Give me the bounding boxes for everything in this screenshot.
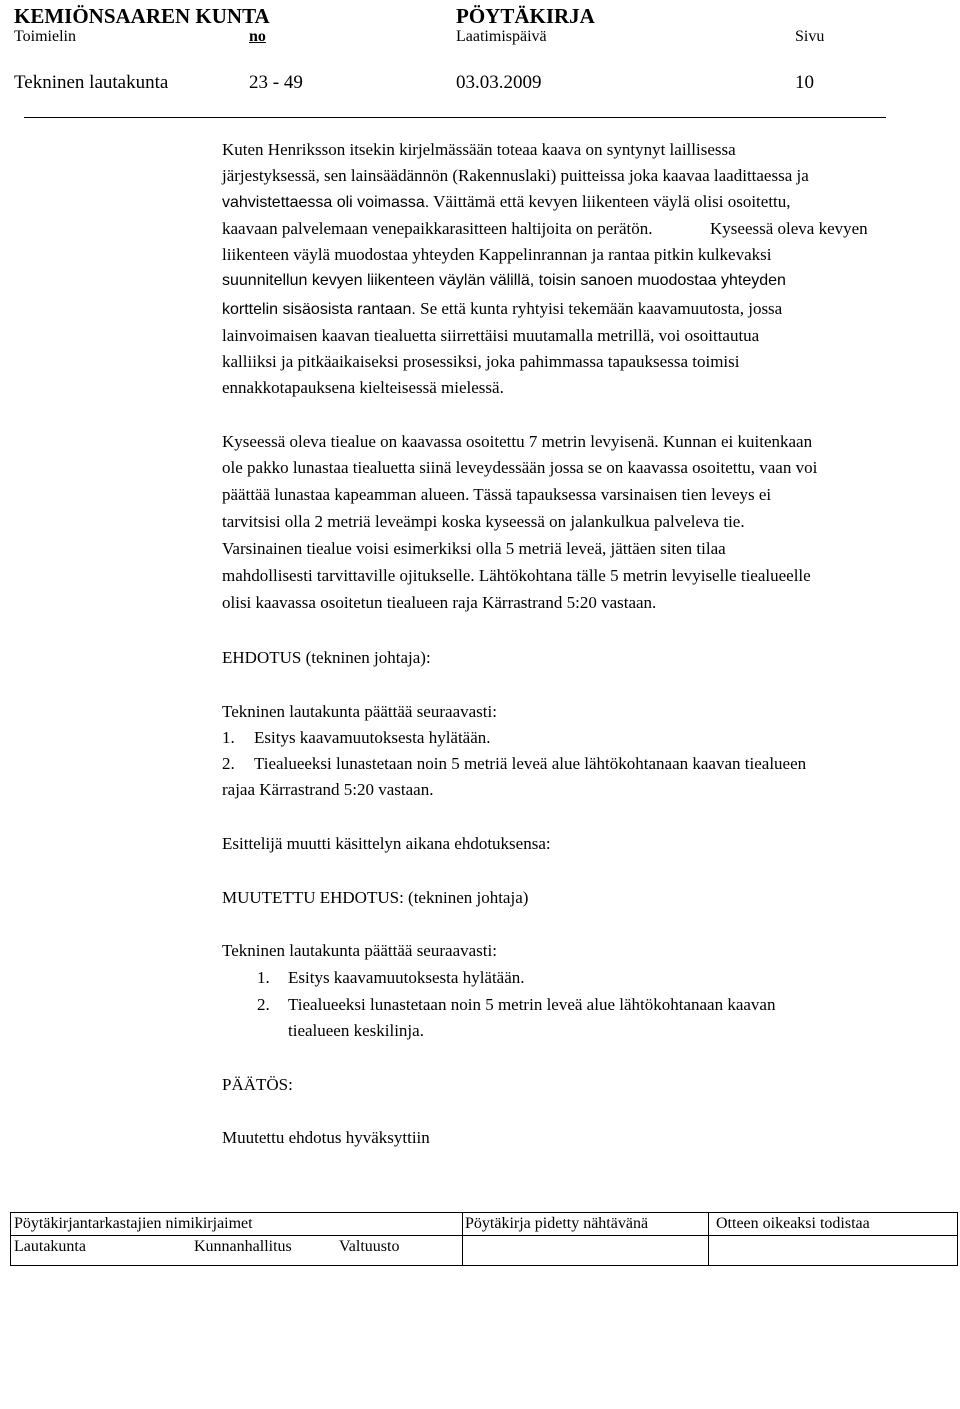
p1-segment: Väittämä että kevyen liikenteen väylä olisi osoitettu, [433, 192, 791, 211]
decision-heading: PÄÄTÖS: [222, 1075, 293, 1094]
decision-intro: Tekninen lautakunta päättää seuraavasti: [222, 702, 497, 721]
footer-council-label: Valtuusto [339, 1238, 400, 1255]
p1-line: Kuten Henriksson itsekin kirjelmässään toteaa kaava on syntynyt laillisessa [222, 140, 736, 159]
proposal-item-text: Esitys kaavamuutoksesta hylätään. [254, 728, 491, 747]
section-numbers: 23 - 49 [249, 72, 303, 93]
p2-line: Varsinainen tiealue voisi esimerkiksi olla 5 metriä leveä, jättäen siten tilaa [222, 539, 726, 558]
p1-line [710, 219, 868, 239]
footer-displayed-label: Pöytäkirja pidetty nähtävänä [465, 1215, 649, 1232]
page-number: 10 [795, 72, 814, 93]
amended-item-number: 2. [257, 995, 270, 1014]
p1-line: liikenteen väylä muodostaa yhteyden Kappelinrannan ja rantaa pitkin kulkevaksi [222, 245, 772, 264]
p1-line: ennakkotapauksena kielteisessä mielessä. [222, 378, 504, 397]
amended-item-number: 1. [257, 968, 270, 987]
proposal-item-number: 2. [222, 754, 235, 773]
footer-signatures-label: Pöytäkirjantarkastajien nimikirjaimet [14, 1215, 253, 1232]
amended-item-text: Esitys kaavamuutoksesta hylätään. [288, 968, 525, 987]
footer-certified-label: Otteen oikeaksi todistaa [716, 1215, 870, 1232]
p2-line: päättää lunastaa kapeamman alueen. Tässä tapauksessa varsinaisen tien leveys ei [222, 485, 772, 504]
footer-row-divider [11, 1235, 957, 1236]
p1-segment: Se että kunta ryhtyisi tekemään kaavamuutosta, jossa [420, 299, 783, 318]
label-no: no [249, 28, 266, 45]
p1-segment: korttelin sisäosista rantaan. [222, 301, 416, 318]
p1-line: järjestyksessä, sen lainsäädännön (Rakennuslaki) puitteissa joka kaavaa laadittaessa ja [222, 166, 809, 185]
amended-proposal-heading: MUUTETTU EHDOTUS: (tekninen johtaja) [222, 888, 529, 907]
proposal-item-continuation: rajaa Kärrastrand 5:20 vastaan. [222, 780, 434, 799]
header-rule [24, 117, 886, 118]
meeting-date: 03.03.2009 [456, 72, 542, 93]
p1-segment: vahvistettaessa oli voimassa. [222, 194, 430, 211]
p2-line: mahdollisesti tarvittaville ojitukselle. Lähtökohtana tälle 5 metrin levyiselle tiealueelle [222, 566, 811, 585]
label-body: Toimielin [14, 28, 76, 45]
footer-board-label: Lautakunta [14, 1238, 86, 1255]
meeting-body: Tekninen lautakunta [14, 72, 169, 93]
proposal-heading: EHDOTUS (tekninen johtaja): [222, 648, 431, 667]
p2-line: ole pakko lunastaa tiealuetta siinä leveydessään jossa se on kaavassa osoitettu, vaan voi [222, 458, 818, 477]
p1-line: kaavaan palvelemaan venepaikkarasitteen haltijoita on perätön. [222, 219, 653, 238]
p2-line: Kyseessä oleva tiealue on kaavassa osoitettu 7 metrin levyisenä. Kunnan ei kuitenkaan [222, 432, 813, 451]
p1-line: suunnitellun kevyen liikenteen väylän välillä, toisin sanoen muodostaa yhteyden [222, 272, 786, 289]
amended-item-text: Tiealueeksi lunastetaan noin 5 metrin leveä alue lähtökohtanaan kaavan [288, 995, 776, 1014]
proposal-item-text: Tiealueeksi lunastetaan noin 5 metriä leveä alue lähtökohtanaan kaavan tiealueen [254, 754, 807, 773]
p1-line: kalliiksi ja pitkäaikaiseksi prosessiksi, joka pahimmassa tapauksessa toimisi [222, 352, 740, 371]
amended-item-continuation: tiealueen keskilinja. [288, 1021, 424, 1040]
presenter-note: Esittelijä muutti käsittelyn aikana ehdotuksensa: [222, 834, 551, 853]
p2-line: tarvitsisi olla 2 metriä leveämpi koska kyseessä on jalankulkua palveleva tie. [222, 512, 745, 531]
footer-column-divider [462, 1213, 463, 1265]
p1-line: lainvoimaisen kaavan tiealuetta siirrettäisi muutamalla metrillä, voi osoittautua [222, 326, 760, 345]
proposal-item-number: 1. [222, 728, 235, 747]
organization-name: KEMIÖNSAAREN KUNTA [14, 4, 270, 28]
label-date: Laatimispäivä [456, 28, 547, 45]
document-type: PÖYTÄKIRJA [456, 4, 595, 28]
footer-council-board-label: Kunnanhallitus [194, 1238, 292, 1255]
decision-text: Muutettu ehdotus hyväksyttiin [222, 1128, 430, 1147]
p1-segment: Kyseessä oleva kevyen [710, 219, 868, 238]
p1-line [222, 192, 791, 212]
p2-line: olisi kaavassa osoitetun tiealueen raja Kärrastrand 5:20 vastaan. [222, 593, 657, 612]
p1-line [222, 299, 782, 319]
footer-column-divider [708, 1213, 709, 1265]
label-page: Sivu [795, 28, 825, 45]
decision-intro: Tekninen lautakunta päättää seuraavasti: [222, 941, 497, 960]
footer-table [10, 1212, 958, 1266]
